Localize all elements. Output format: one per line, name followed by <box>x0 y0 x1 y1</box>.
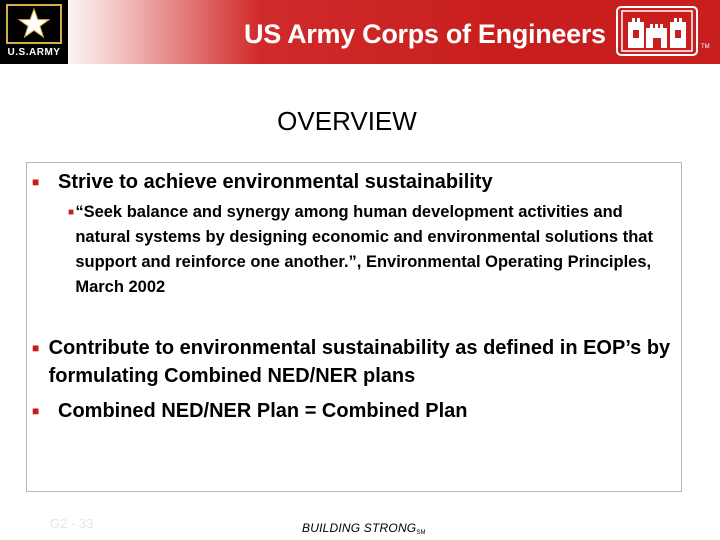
page-number: G2 - 33 <box>50 516 94 531</box>
army-logo-text: U.S.ARMY <box>7 47 61 58</box>
slogan-text: BUILDING STRONG <box>302 521 417 535</box>
bullet-item <box>32 168 682 196</box>
us-army-logo <box>0 0 68 64</box>
bullet-item <box>32 397 682 425</box>
slide-title: OVERVIEW <box>277 106 417 136</box>
bullet-text: “Seek balance and synergy among human development activities and natural systems by designing economic and environmental solutions that support and reinforce one another.”, Environmental Operating Principles, March 2002 <box>75 203 653 296</box>
square-bullet-icon: ■ <box>68 207 75 218</box>
bullet-text: Combined NED/NER Plan = Combined Plan <box>58 400 468 422</box>
bullet-item <box>32 334 682 390</box>
organization-title: US Army Corps of Engineers <box>244 19 606 49</box>
square-bullet-icon: ■ <box>32 341 40 355</box>
castle-icon <box>616 6 698 56</box>
header-banner <box>0 0 720 64</box>
square-bullet-icon: ■ <box>32 175 40 189</box>
service-mark: SM <box>416 530 426 536</box>
army-star-icon <box>6 4 62 44</box>
sub-bullet-item <box>68 200 676 300</box>
bullet-text: Contribute to environmental sustainability as defined in EOP’s by formulating Combined NED/NER plans <box>48 337 671 387</box>
building-strong-tagline <box>302 521 426 536</box>
bullet-text: Strive to achieve environmental sustainability <box>58 171 493 193</box>
trademark: TM <box>701 44 710 50</box>
square-bullet-icon: ■ <box>32 404 40 418</box>
